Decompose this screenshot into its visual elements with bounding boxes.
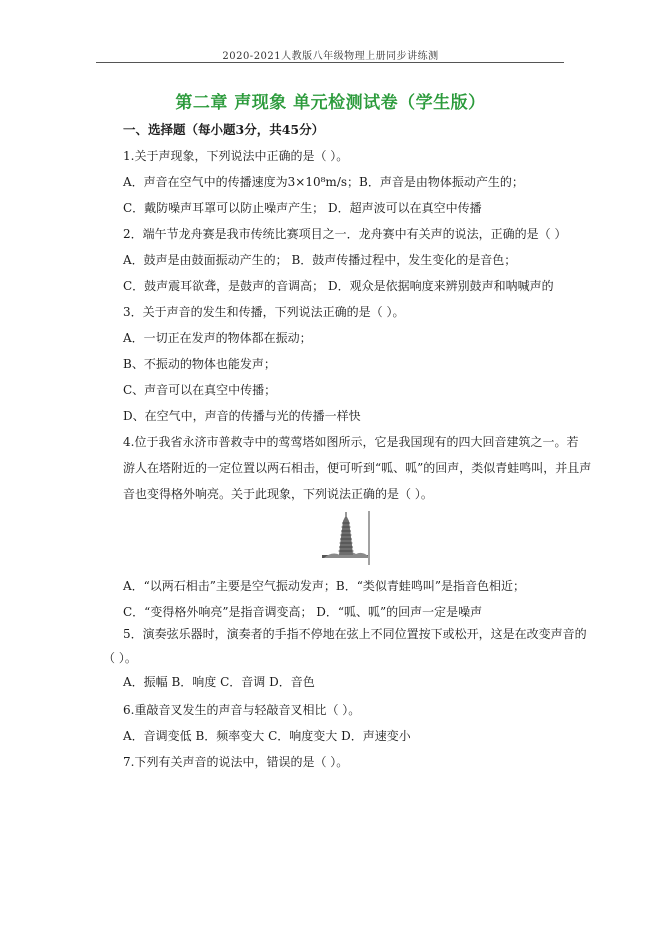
question-4-options-ab: A．“以两石相击”主要是空气振动发声；B．“类似青蛙鸣叫”是指音色相近；	[123, 579, 526, 593]
question-1-options-cd: C．戴防噪声耳罩可以防止噪声产生； D．超声波可以在真空中传播	[123, 201, 482, 215]
question-1-options-ab: A．声音在空气中的传播速度为3×10⁸m/s；B．声音是由物体振动产生的；	[123, 175, 524, 189]
question-2-options-cd: C．鼓声震耳欲聋，是鼓声的音调高； D．观众是依据响度来辨别鼓声和呐喊声的	[123, 279, 554, 293]
question-4-options-cd: C．“变得格外响亮”是指音调变高； D．“呱、呱”的回声一定是噪声	[123, 605, 483, 619]
question-6-stem: 6.重敲音叉发生的声音与轻敲音叉相比（ ）。	[123, 703, 361, 717]
question-2-stem: 2．端午节龙舟赛是我市传统比赛项目之一．龙舟赛中有关声的说法，正确的是（ ）	[123, 227, 567, 241]
question-4-stem-line-2: 游人在塔附近的一定位置以两石相击，便可听到“呱、呱”的回声，类似青蛙鸣叫，并且声	[123, 461, 592, 475]
question-5-options: A．振幅 B．响度 C．音调 D．音色	[123, 675, 315, 689]
question-5-stem-line-1: 5．演奏弦乐器时，演奏者的手指不停地在弦上不同位置按下或松开，这是在改变声音的	[123, 627, 587, 641]
page-header: 2020-2021人教版八年级物理上册同步讲练测	[222, 51, 439, 62]
question-2-options-ab: A．鼓声是由鼓面振动产生的； B．鼓声传播过程中，发生变化的是音色；	[123, 253, 517, 267]
tower-illustration	[322, 511, 370, 565]
question-7-stem: 7.下列有关声音的说法中，错误的是（ ）。	[123, 755, 349, 769]
header-divider	[96, 62, 564, 63]
question-4-stem-line-3: 音也变得格外响亮。关于此现象，下列说法正确的是（ ）。	[123, 487, 433, 501]
question-3-stem: 3．关于声音的发生和传播，下列说法正确的是（ ）。	[123, 305, 405, 319]
question-3-option-b: B、不振动的物体也能发声；	[123, 357, 276, 371]
section-heading: 一、选择题（每小题3分，共45分）	[123, 122, 325, 137]
question-3-option-d: D、在空气中，声音的传播与光的传播一样快	[123, 409, 361, 423]
question-3-option-a: A．一切正在发声的物体都在振动；	[123, 331, 312, 345]
question-6-options: A．音调变低 B．频率变大 C．响度变大 D．声速变小	[123, 729, 411, 743]
question-4-stem-line-1: 4.位于我省永济市普救寺中的莺莺塔如图所示，它是我国现有的四大回音建筑之一。若	[123, 435, 579, 449]
question-1-stem: 1.关于声现象，下列说法中正确的是（ ）。	[123, 149, 349, 163]
question-3-option-c: C、声音可以在真空中传播；	[123, 383, 277, 397]
question-5-stem-line-2: （ ）。	[103, 651, 137, 665]
page-title: 第二章 声现象 单元检测试卷（学生版）	[175, 93, 486, 113]
